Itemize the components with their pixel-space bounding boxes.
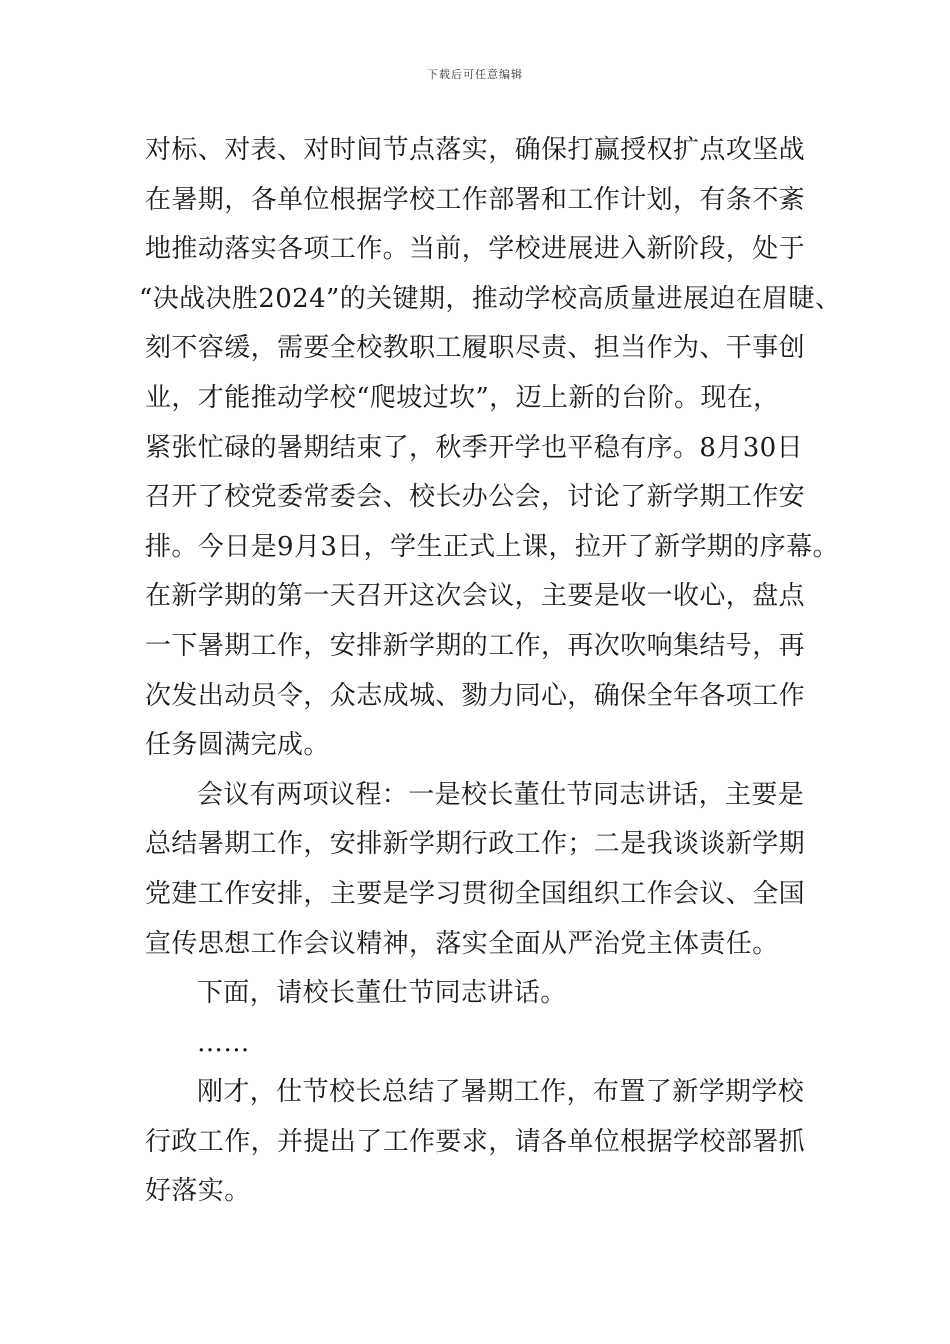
page-header: 下载后可任意编辑 <box>427 68 523 81</box>
text-line: 业，才能推动学校“爬坡过坎”，迈上新的台阶。现在， <box>145 382 780 413</box>
text-line: 次发出动员令，众志成城、勠力同心，确保全年各项工作 <box>145 680 806 711</box>
document-body <box>139 126 842 1217</box>
text-line: 召开了校党委常委会、校长办公会，讨论了新学期工作安 <box>145 482 806 513</box>
text-line: 刻不容缓，需要全校教职工履职尽责、担当作为、干事创 <box>145 333 806 364</box>
text-line: 在暑期，各单位根据学校工作部署和工作计划，有条不紊 <box>145 184 806 215</box>
text-line: 对标、对表、对时间节点落实，确保打赢授权扩点攻坚战 <box>145 135 806 165</box>
text-line: 刚才，仕节校长总结了暑期工作，布置了新学期学校 <box>197 1077 805 1108</box>
text-line: 下面，请校长董仕节同志讲话。 <box>197 978 567 1009</box>
text-line: 总结暑期工作，安排新学期行政工作；二是我谈谈新学期 <box>145 829 806 860</box>
text-line: 宣传思想工作会议精神，落实全面从严治党主体责任。 <box>145 928 779 959</box>
text-line: “决战决胜2024”的关键期，推动学校高质量进展迫在眉睫、 <box>139 283 842 314</box>
text-line: 会议有两项议程：一是校长董仕节同志讲话，主要是 <box>197 779 805 810</box>
text-line: 紧张忙碌的暑期结束了，秋季开学也平稳有序。8月30日 <box>145 432 804 463</box>
text-line: …… <box>197 1027 250 1058</box>
text-line: 地推动落实各项工作。当前，学校进展进入新阶段，处于 <box>145 234 806 265</box>
text-line: 一下暑期工作，安排新学期的工作，再次吹响集结号，再 <box>145 630 806 661</box>
text-line: 行政工作，并提出了工作要求，请各单位根据学校部署抓 <box>145 1126 806 1157</box>
text-line: 排。今日是9月3日，学生正式上课，拉开了新学期的序幕。 <box>145 531 839 562</box>
text-line: 好落实。 <box>145 1176 251 1207</box>
text-line: 在新学期的第一天召开这次会议，主要是收一收心，盘点 <box>145 581 806 612</box>
text-line: 任务圆满完成。 <box>145 730 330 761</box>
text-line: 党建工作安排，主要是学习贯彻全国组织工作会议、全国 <box>145 878 806 909</box>
